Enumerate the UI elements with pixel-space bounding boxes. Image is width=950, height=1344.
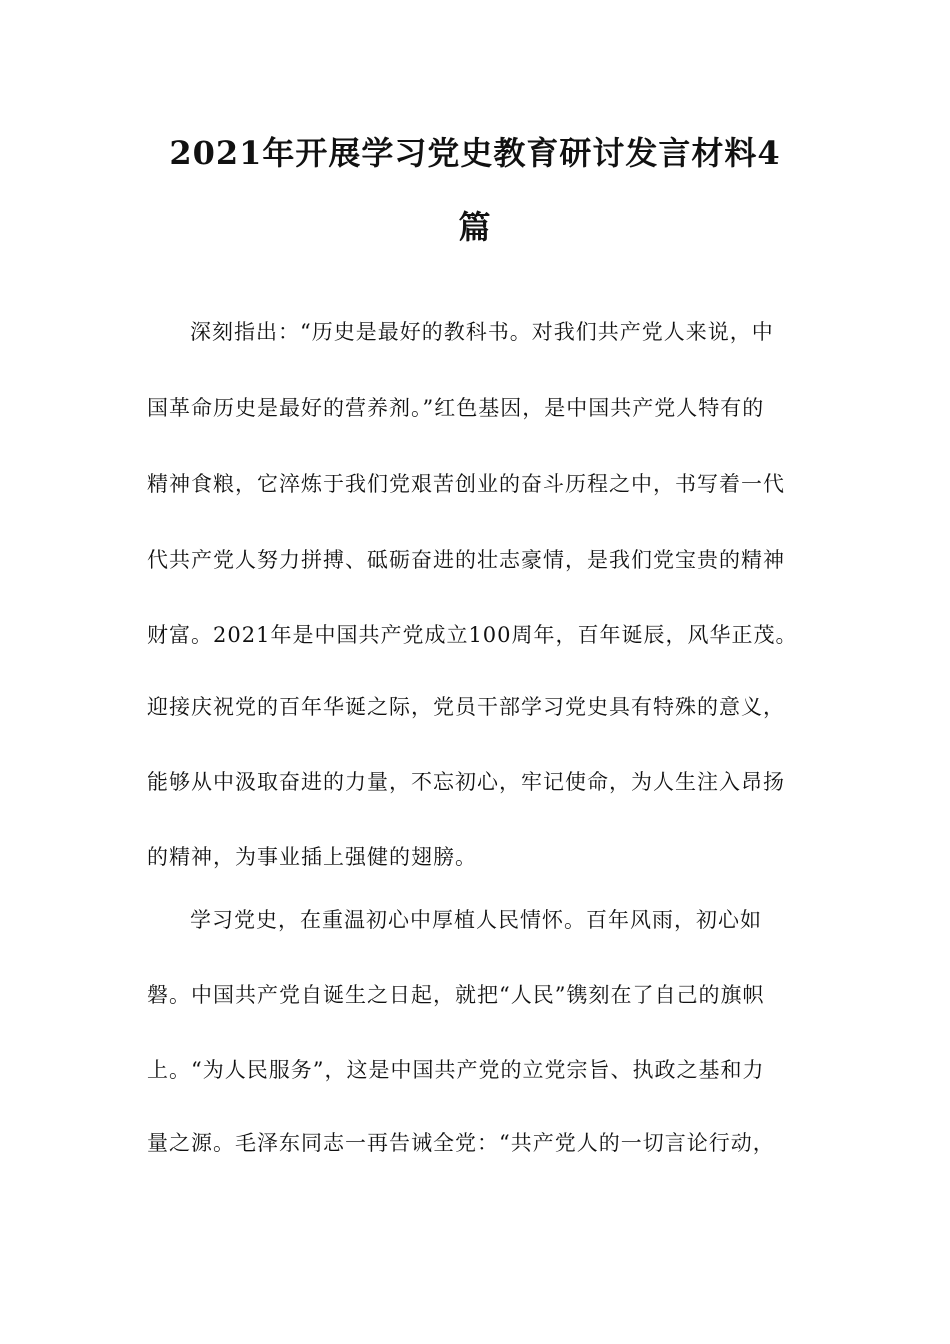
paragraph-2-line-3: 上。“为人民服务”，这是中国共产党的立党宗旨、执政之基和力	[147, 1058, 765, 1082]
paragraph-2-line-1: 学习党史，在重温初心中厚植人民情怀。百年风雨，初心如	[190, 908, 762, 932]
paragraph-2-line-4: 量之源。毛泽东同志一再告诫全党：“共产党人的一切言论行动，	[147, 1131, 775, 1155]
paragraph-1-line-4: 代共产党人努力拼搏、砥砺奋进的壮志豪情，是我们党宝贵的精神	[147, 548, 785, 572]
paragraph-2-line-2: 磐。中国共产党自诞生之日起，就把“人民”镌刻在了自己的旗帜	[147, 983, 765, 1007]
document-title-line-2: 篇	[458, 208, 492, 246]
paragraph-1-line-6: 迎接庆祝党的百年华诞之际，党员干部学习党史具有特殊的意义，	[147, 695, 785, 719]
paragraph-1-line-3: 精神食粮，它淬炼于我们党艰苦创业的奋斗历程之中，书写着一代	[147, 472, 785, 496]
paragraph-1-line-1: 深刻指出：“历史是最好的教科书。对我们共产党人来说，中	[190, 320, 774, 344]
paragraph-1-line-5: 财富。2021年是中国共产党成立100周年，百年诞辰，风华正茂。	[147, 623, 798, 647]
paragraph-1-line-7: 能够从中汲取奋进的力量，不忘初心，牢记使命，为人生注入昂扬	[147, 770, 785, 794]
document-title-line-1: 2021年开展学习党史教育研讨发言材料4	[169, 134, 781, 172]
paragraph-1-line-8: 的精神，为事业插上强健的翅膀。	[147, 845, 477, 869]
paragraph-1-line-2: 国革命历史是最好的营养剂。”红色基因，是中国共产党人特有的	[147, 396, 765, 420]
